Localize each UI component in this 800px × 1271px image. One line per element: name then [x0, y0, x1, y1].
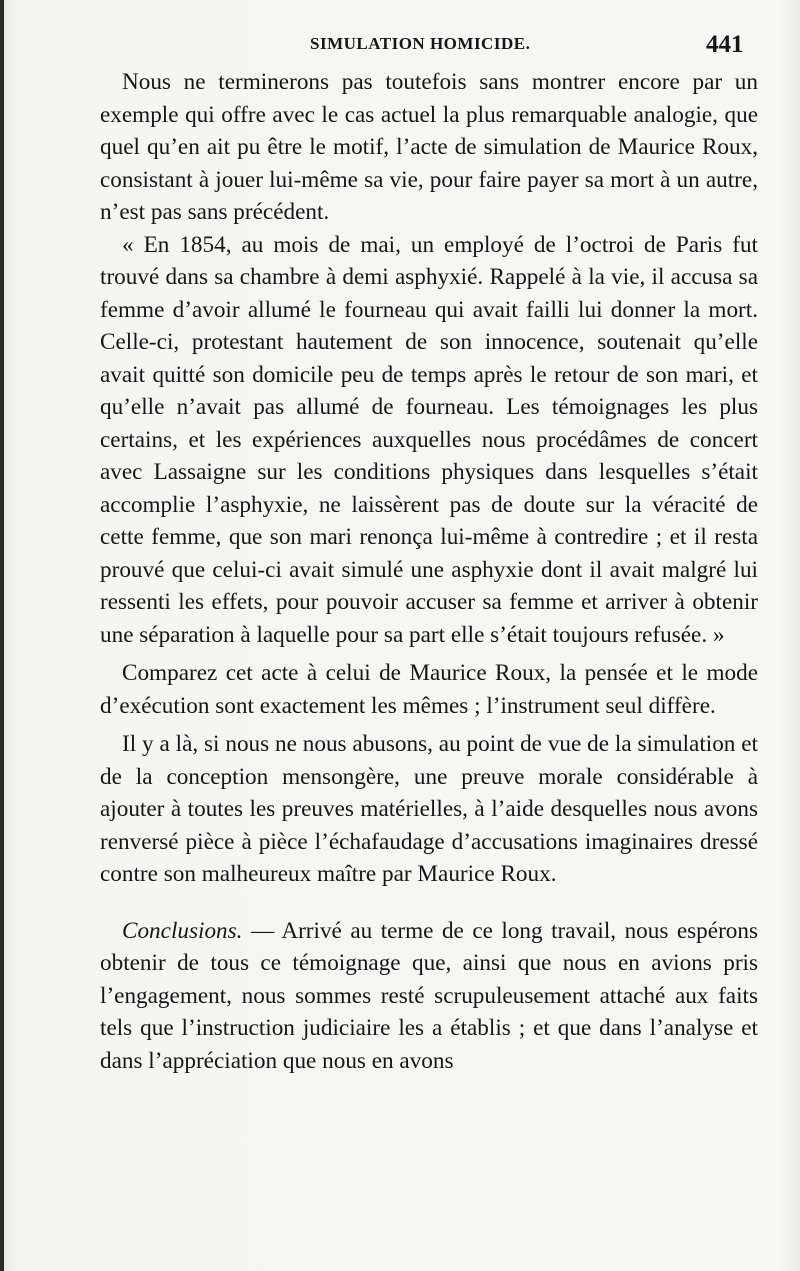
page-edge	[0, 0, 4, 1271]
running-head	[0, 31, 800, 58]
running-head-title: SIMULATION HOMICIDE.	[310, 34, 531, 53]
paragraph-comparison: Comparez cet acte à celui de Maurice Roux, la pensée et le mode d’exécution sont exactement les mêmes ; l’instrument seul diffère.	[100, 660, 758, 719]
page-number: 441	[706, 31, 744, 58]
paragraph-conclusions	[100, 915, 758, 1078]
paragraph-quotation: « En 1854, au mois de mai, un employé de l’octroi de Paris fut trouvé dans sa chambre à demi asphyxié. Rappelé à la vie, il accusa sa femme d’avoir allumé le fourneau qui avait failli lui donner la mort. Celle-ci, protestant hautement de son innocence, soutenait qu’elle avait quitté son domicile peu de temps après le retour de son mari, et qu’elle n’avait pas allumé de fourneau. Les témoignages les plus certains, et les expériences auxquelles nous procédâmes de concert avec Lassaigne sur les conditions physiques dans lesquelles s’était accomplie l’asphyxie, ne laissèrent pas de doute sur la véracité de cette femme, que son mari renonça lui-même à contredire ; et il resta prouvé que celui-ci avait simulé une asphyxie dont il avait malgré lui ressenti les effets, pour pouvoir accuser sa femme et arriver à obtenir une séparation à laquelle pour sa part elle s’était toujours refusée. »	[100, 231, 758, 648]
paragraph-intro: Nous ne terminerons pas toutefois sans montrer encore par un exemple qui offre avec le cas actuel la plus remarquable analogie, que quel qu’en ait pu être le motif, l’acte de simulation de Maurice Roux, consistant à jouer lui-même sa vie, pour faire payer sa mort à un autre, n’est pas sans précédent.	[100, 69, 758, 225]
conclusions-heading: Conclusions.	[122, 917, 243, 944]
paragraph-moral-proof: Il y a là, si nous ne nous abusons, au point de vue de la simulation et de la conception mensongère, une preuve morale considérable à ajouter à toutes les preuves matérielles, à l’aide desquelles nous avons renversé pièce à pièce l’échafaudage d’accusations imaginaires dressé contre son malheureux maître par Maurice Roux.	[100, 731, 758, 887]
conclusions-text: — Arrivé au terme de ce long travail, nous espérons obtenir de tous ce témoignage que, ainsi que nous en avions pris l’engagement, nous sommes resté scrupuleusement attaché aux faits tels que l’instruction judiciaire les a établis ; et que dans l’analyse et dans l’appréciation que nous en avons	[100, 917, 758, 1074]
body-text	[100, 66, 758, 1077]
